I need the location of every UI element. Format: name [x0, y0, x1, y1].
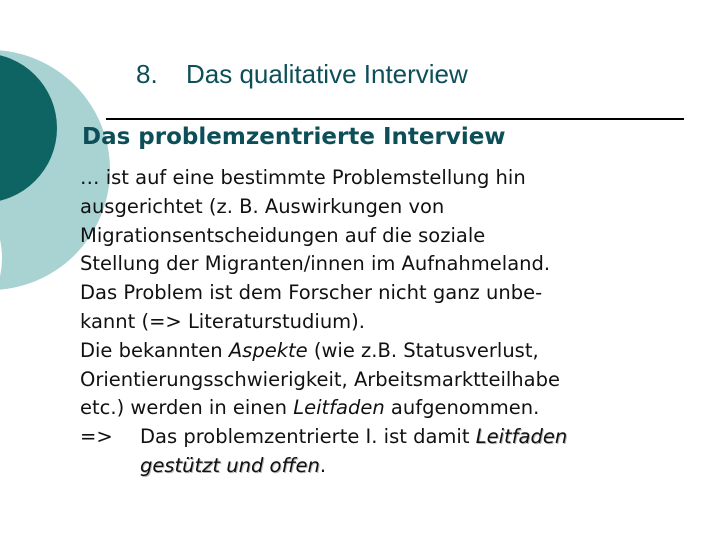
aspects-line: Orientierungsschwierigkeit, Arbeitsmarktteilhabe: [80, 367, 560, 391]
conclusion-text-start: Das problemzentrierte I. ist damit: [140, 425, 476, 449]
slide-body: [80, 164, 705, 481]
title-underline: [106, 118, 684, 120]
conclusion-arrow: =>: [80, 425, 113, 449]
body-line: ausgerichtet (z. B. Auswirkungen von: [80, 194, 445, 218]
aspects-text-end: (wie z.B. Statusverlust,: [307, 338, 539, 362]
body-line: … ist auf eine bestimmte Problemstellung hin: [80, 166, 526, 189]
conclusion-line: [140, 452, 567, 481]
title-text: Das qualitative Interview: [186, 59, 468, 89]
aspects-text: etc.) werden in einen: [80, 396, 294, 420]
conclusion-emphasis: Leitfaden: [475, 425, 568, 449]
conclusion-emphasis: gestützt und offen: [140, 453, 320, 477]
slide-subtitle: Das problemzentrierte Interview: [82, 124, 506, 150]
body-line: Migrationsentscheidungen auf die soziale: [80, 223, 486, 247]
slide-title: [136, 57, 468, 91]
conclusion-period: .: [319, 453, 327, 477]
body-line: Das Problem ist dem Forscher nicht ganz unbe-: [80, 281, 543, 305]
title-number: 8.: [136, 59, 158, 89]
aspects-line: [80, 337, 705, 366]
conclusion: [80, 423, 705, 481]
conclusion-text: [140, 423, 567, 481]
aspects-text: Die bekannten: [80, 338, 229, 362]
aspects-text-end: aufgenommen.: [384, 396, 540, 420]
leitfaden-emphasis: Leitfaden: [293, 396, 385, 420]
body-line: Stellung der Migranten/innen im Aufnahmeland.: [80, 252, 551, 276]
conclusion-line: [140, 423, 567, 452]
aspects-line: [80, 394, 705, 423]
body-line: kannt (=> Literaturstudium).: [80, 309, 365, 333]
aspects-emphasis: Aspekte: [228, 338, 308, 362]
